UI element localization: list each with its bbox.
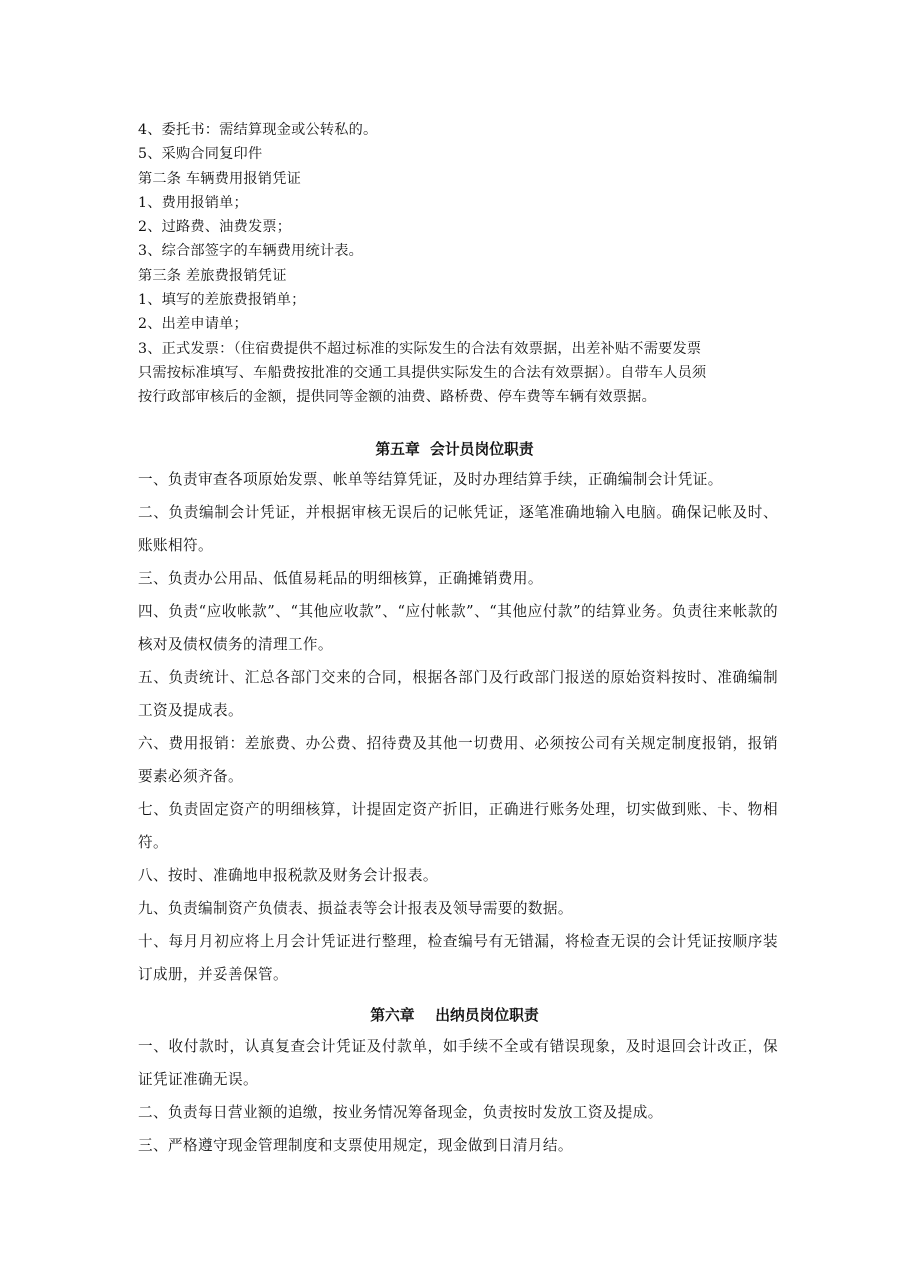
chapter-5-items: [138, 463, 778, 991]
list-line: 1、填写的差旅费报销单；: [138, 292, 306, 309]
chapter-5-title: 第五章 会计员岗位职责: [375, 441, 534, 458]
list-line: 2、出差申请单；: [138, 316, 248, 333]
duty-item: 六、费用报销：差旅费、办公费、招待费及其他一切费用、必须按公司有关规定制度报销，报销要素必须齐备。: [138, 735, 778, 785]
list-line: 5、采购合同复印件: [138, 146, 263, 163]
duty-item: 八、按时、准确地申报税款及财务会计报表。: [138, 867, 438, 884]
article-heading: 第三条 差旅费报销凭证: [138, 267, 287, 284]
list-line: 2、过路费、油费发票；: [138, 219, 292, 236]
reimbursement-list-section: [138, 118, 778, 410]
list-line: 按行政部审核后的金额，提供同等金额的油费、路桥费、停车费等车辆有效票据。: [138, 389, 656, 406]
chapter-6-title: 第六章 出纳员岗位职责: [370, 1007, 539, 1024]
duty-item: 十、每月月初应将上月会计凭证进行整理，检查编号有无错漏，将检查无误的会计凭证按顺序装订成册，并妥善保管。: [138, 933, 778, 983]
duty-item: 七、负责固定资产的明细核算，计提固定资产折旧，正确进行账务处理，切实做到账、卡、物相符。: [138, 801, 778, 851]
list-line: 4、委托书：需结算现金或公转私的。: [138, 122, 378, 138]
chapter-6-items: [138, 1030, 778, 1162]
duty-item: 三、负责办公用品、低值易耗品的明细核算，正确摊销费用。: [138, 570, 543, 587]
duty-item: 三、严格遵守现金管理制度和支票使用规定，现金做到日清月结。: [138, 1137, 573, 1154]
duty-item: 二、负责每日营业额的追缴，按业务情况筹备现金，负责按时发放工资及提成。: [138, 1104, 663, 1121]
duty-item: 二、负责编制会计凭证，并根据审核无误后的记帐凭证，逐笔准确地输入电脑。确保记帐及时、账账相符。: [138, 504, 778, 554]
duty-item: 四、负责“应收帐款”、“其他应收款”、“应付帐款”、“其他应付款”的结算业务。负责往来帐款的核对及债权债务的清理工作。: [138, 603, 778, 653]
list-line: 3、综合部签字的车辆费用统计表。: [138, 243, 364, 260]
duty-item: 一、收付款时，认真复查会计凭证及付款单，如手续不全或有错误现象，及时退回会计改正，保证凭证准确无误。: [138, 1038, 778, 1088]
duty-item: 五、负责统计、汇总各部门交来的合同，根据各部门及行政部门报送的原始资料按时、准确编制工资及提成表。: [138, 669, 778, 719]
list-line: 1、费用报销单；: [138, 194, 248, 211]
duty-item: 一、负责审查各项原始发票、帐单等结算凭证，及时办理结算手续，正确编制会计凭证。: [138, 471, 723, 488]
article-heading: 第二条 车辆费用报销凭证: [138, 170, 301, 187]
list-line: 3、正式发票：（住宿费提供不超过标准的实际发生的合法有效票据，出差补贴不需要发票: [138, 340, 702, 357]
list-line: 只需按标准填写、车船费按批准的交通工具提供实际发生的合法有效票据）。自带车人员须: [138, 364, 707, 381]
duty-item: 九、负责编制资产负债表、损益表等会计报表及领导需要的数据。: [138, 900, 573, 917]
